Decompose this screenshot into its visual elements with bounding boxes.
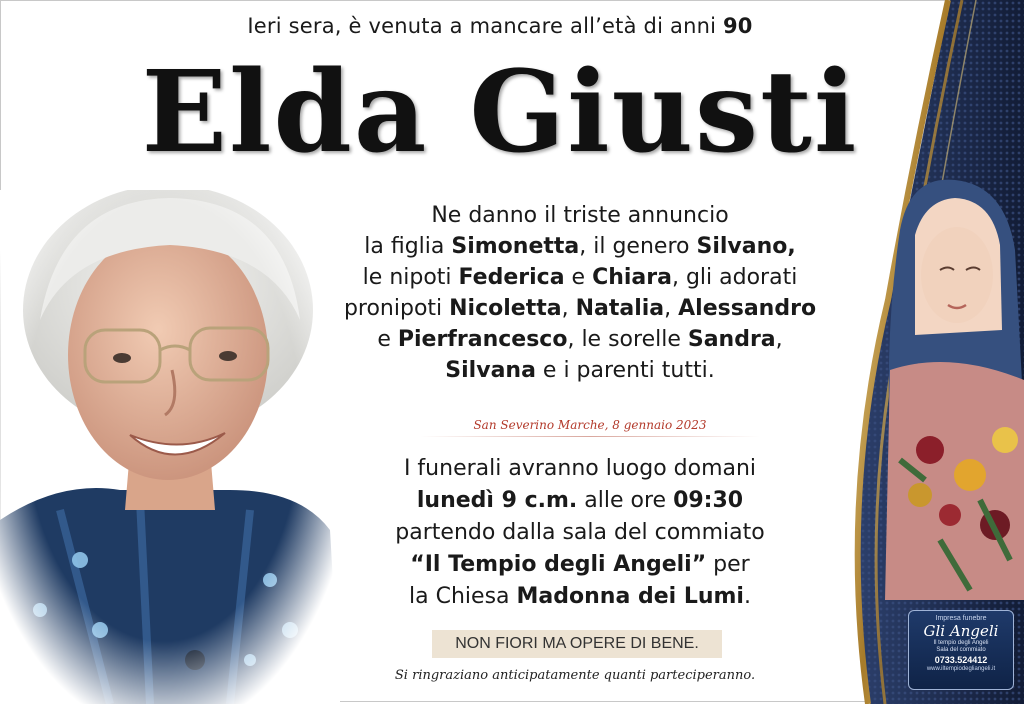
decorative-madonna-panel — [830, 0, 1024, 704]
announcement-text — [320, 200, 840, 386]
announcement-line-3: le nipoti Federica e Chiara, gli adorati — [362, 265, 798, 290]
logo-subtitle-1: Il tempio degli Angeli — [933, 640, 989, 646]
logo-website: www.iltempiodegliangeli.it — [926, 666, 996, 672]
funeral-line-5: la Chiesa Madonna dei Lumi. — [409, 584, 751, 609]
thanks-note: Si ringraziano anticipatamente quanti parteciperanno. — [394, 668, 756, 683]
logo-top-text: Impresa funebre — [935, 615, 987, 622]
logo-subtitle-2: Sala del commiato — [936, 647, 986, 653]
funeral-home-logo — [908, 610, 1014, 690]
no-flowers-banner: NON FIORI MA OPERE DI BENE. — [432, 630, 722, 658]
funeral-line-1: I funerali avranno luogo domani — [403, 456, 757, 481]
announcement-line-1: Ne danno il triste annuncio — [431, 203, 729, 228]
announcement-line-5: e Pierfrancesco, le sorelle Sandra, — [377, 327, 783, 352]
madonna-illustration — [830, 0, 1024, 704]
death-notice-intro — [180, 14, 820, 38]
deceased-name: Elda Giusti — [141, 47, 859, 178]
intro-text: Ieri sera, è venuta a mancare all’età di anni — [247, 14, 723, 38]
portrait-photo — [0, 190, 340, 704]
place-and-date: San Severino Marche, 8 gennaio 2023 — [473, 418, 707, 432]
announcement-line-4: pronipoti Nicoletta, Natalia, Alessandro — [343, 296, 817, 321]
logo-name: Gli Angeli — [923, 622, 999, 640]
funeral-details — [330, 453, 830, 613]
funeral-line-2: lunedì 9 c.m. alle ore 09:30 — [416, 488, 744, 513]
announcement-line-6: Silvana e i parenti tutti. — [445, 358, 715, 383]
announcement-line-2: la figlia Simonetta, il genero Silvano, — [364, 234, 796, 259]
age-value: 90 — [723, 14, 753, 38]
logo-phone: 0733.524412 — [934, 655, 988, 665]
divider — [420, 436, 760, 437]
funeral-line-3: partendo dalla sala del commiato — [395, 520, 765, 545]
funeral-line-4: “Il Tempio degli Angeli” per — [410, 552, 750, 577]
